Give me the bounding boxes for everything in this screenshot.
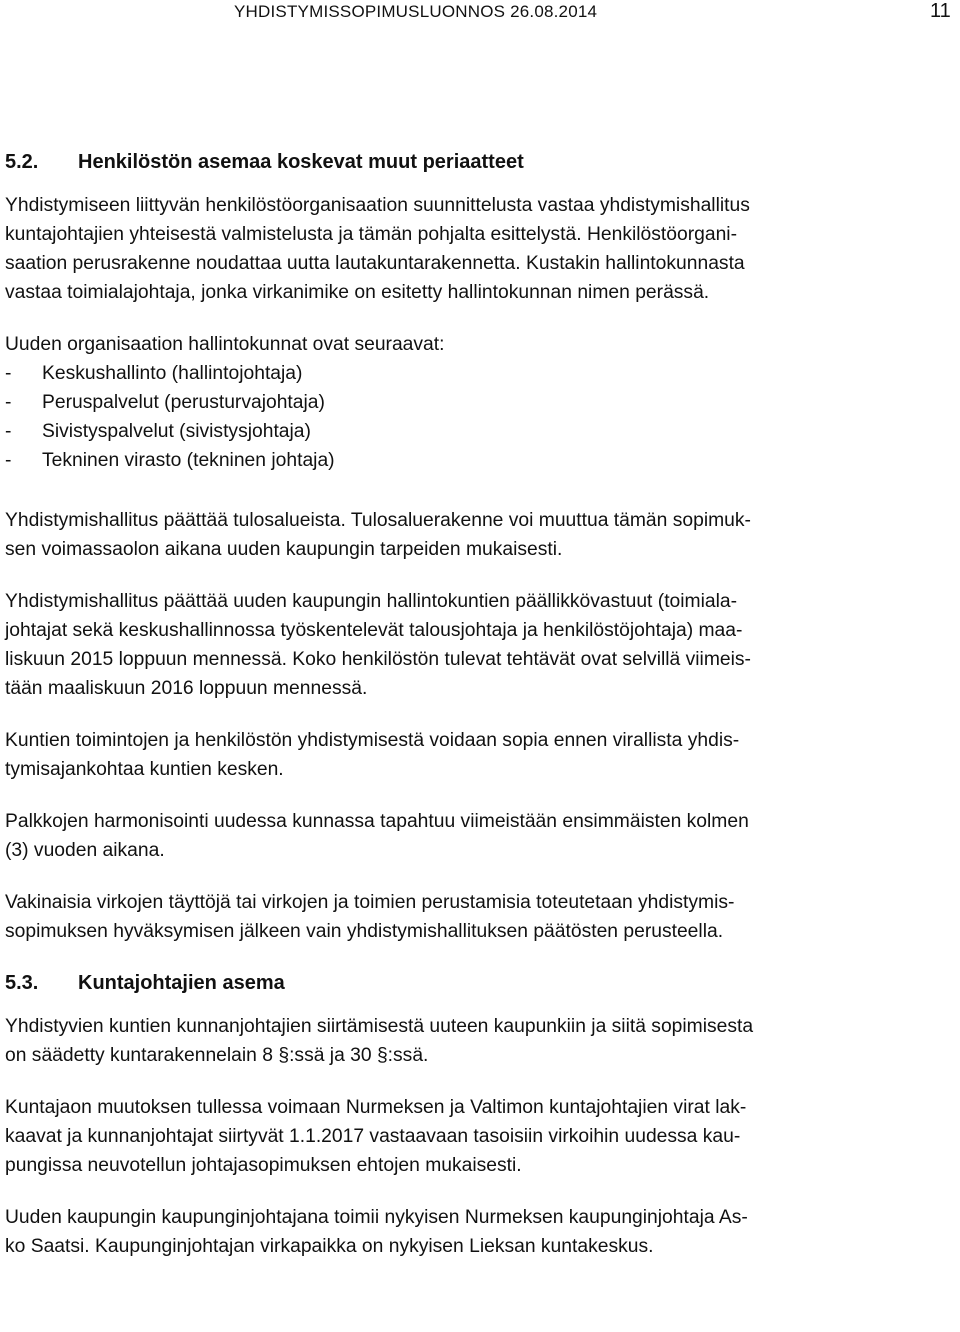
section-heading-5-3 — [5, 969, 960, 1002]
list-item: - Sivistyspalvelut (sivistysjohtaja) — [5, 417, 960, 446]
list-dash: - — [5, 450, 12, 471]
text-line: Kuntien toimintojen ja henkilöstön yhdistymisestä voidaan sopia ennen virallista yhdis- — [5, 730, 740, 751]
paragraph — [5, 807, 960, 865]
paragraph — [5, 888, 960, 946]
paragraph — [5, 726, 960, 784]
section-number: 5.3. — [5, 972, 39, 994]
text-line: tymisajankohtaa kuntien kesken. — [5, 759, 284, 780]
paragraph — [5, 587, 960, 703]
list-item: - Keskushallinto (hallintojohtaja) — [5, 359, 960, 388]
paragraph — [5, 506, 960, 564]
text-line: kaavat ja kunnanjohtajat siirtyvät 1.1.2017 vastaavaan tasoisiin virkoihin uudessa kau- — [5, 1126, 741, 1147]
text-line: Yhdistymishallitus päättää tulosalueista. Tulosaluerakenne voi muuttua tämän sopimuk- — [5, 510, 751, 531]
text-line: sen voimassaolon aikana uuden kaupungin tarpeiden mukaisesti. — [5, 539, 563, 560]
text-line: Vakinaisia virkojen täyttöjä tai virkojen ja toimien perustamisia toteutetaan yhdistymis- — [5, 892, 735, 913]
section-number: 5.2. — [5, 151, 39, 173]
page-header — [0, 2, 960, 30]
list-dash: - — [5, 421, 12, 442]
text-line: sopimuksen hyväksymisen jälkeen vain yhdistymishallituksen päätösten perusteella. — [5, 921, 724, 942]
text-line: ko Saatsi. Kaupunginjohtajan virkapaikka on nykyisen Lieksan kuntakeskus. — [5, 1236, 654, 1257]
text-line: tään maaliskuun 2016 loppuun mennessä. — [5, 678, 368, 699]
text-line: Uuden kaupungin kaupunginjohtajana toimii nykyisen Nurmeksen kaupunginjohtaja As- — [5, 1207, 748, 1228]
text-line: liskuun 2015 loppuun mennessä. Koko henkilöstön tulevat tehtävät ovat selvillä viimeis- — [5, 649, 751, 670]
list-item: - Tekninen virasto (tekninen johtaja) — [5, 446, 960, 475]
text-line: Yhdistyvien kuntien kunnanjohtajien siirtämisestä uuteen kaupunkiin ja siitä sopimisesta — [5, 1016, 754, 1037]
text-line: Yhdistymishallitus päättää uuden kaupungin hallintokuntien päällikkövastuut (toimiala- — [5, 591, 738, 612]
document-title: YHDISTYMISSOPIMUSLUONNOS 26.08.2014 — [234, 2, 598, 21]
paragraph — [5, 1012, 960, 1070]
text-line: pungissa neuvotellun johtajasopimuksen ehtojen mukaisesti. — [5, 1155, 522, 1176]
text-line: kuntajohtajien yhteisestä valmistelusta ja tämän pohjalta esittelystä. Henkilöstöorgani- — [5, 224, 738, 245]
text-line: vastaa toimialajohtaja, jonka virkanimike on esitetty hallintokunnan nimen perässä. — [5, 282, 710, 303]
text-line: johtajat sekä keskushallinnossa työskentelevät talousjohtaja ja henkilöstöjohtaja) maa- — [5, 620, 743, 641]
list-dash: - — [5, 392, 12, 413]
hallintokunnat-list — [5, 330, 960, 475]
list-dash: - — [5, 363, 12, 384]
page-number: 11 — [930, 0, 951, 22]
section-title: Kuntajohtajien asema — [78, 972, 285, 994]
list-intro: Uuden organisaation hallintokunnat ovat seuraavat: — [5, 334, 445, 355]
section-heading-5-2 — [5, 148, 960, 181]
paragraph — [5, 1203, 960, 1261]
text-line: (3) vuoden aikana. — [5, 840, 165, 861]
text-line: Kuntajaon muutoksen tullessa voimaan Nurmeksen ja Valtimon kuntajohtajien virat lak- — [5, 1097, 747, 1118]
paragraph — [5, 1093, 960, 1180]
document-body — [5, 148, 960, 1261]
text-line: on säädetty kuntarakennelain 8 §:ssä ja 30 §:ssä. — [5, 1045, 429, 1066]
section-title: Henkilöstön asemaa koskevat muut periaatteet — [78, 151, 524, 173]
text-line: Yhdistymiseen liittyvän henkilöstöorganisaation suunnittelusta vastaa yhdistymishallitus — [5, 195, 750, 216]
paragraph — [5, 191, 960, 307]
text-line: Palkkojen harmonisointi uudessa kunnassa tapahtuu viimeistään ensimmäisten kolmen — [5, 811, 749, 832]
list-item: - Peruspalvelut (perusturvajohtaja) — [5, 388, 960, 417]
text-line: saation perusrakenne noudattaa uutta lautakuntarakennetta. Kustakin hallintokunnasta — [5, 253, 745, 274]
